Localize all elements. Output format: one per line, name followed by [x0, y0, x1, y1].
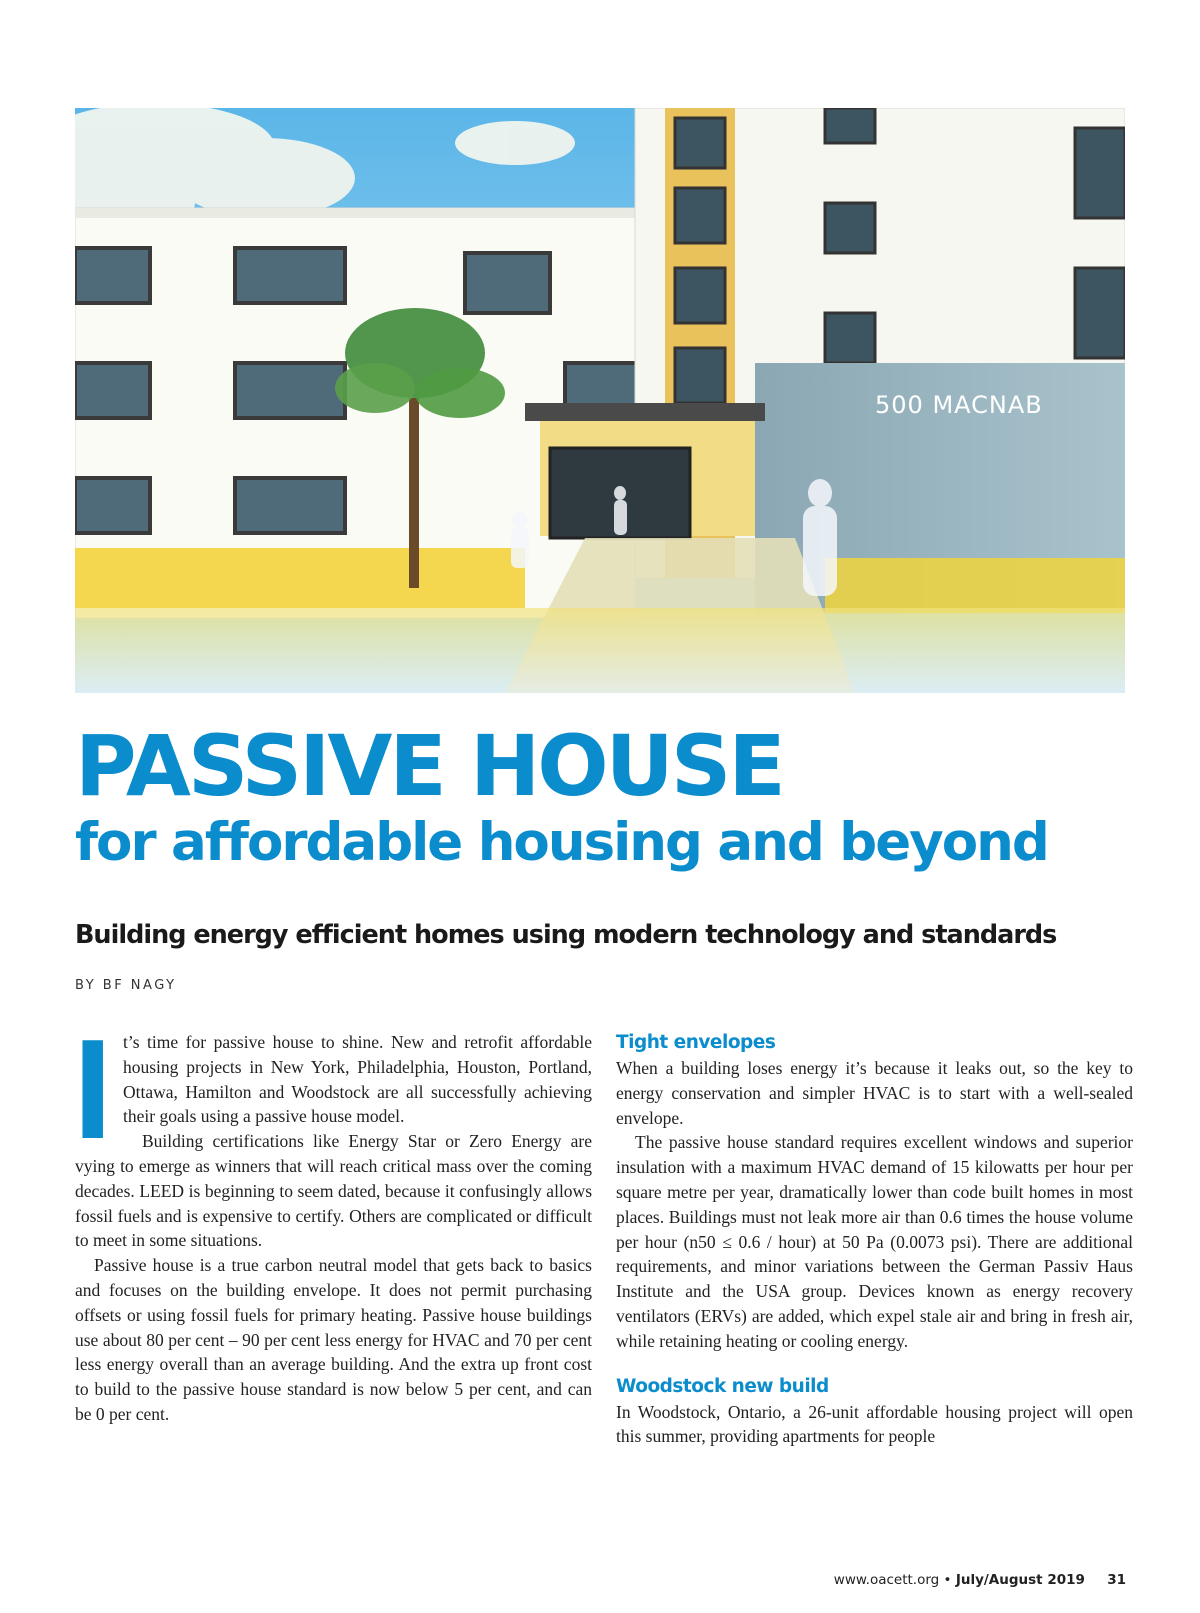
- entrance-canopy: [525, 403, 765, 421]
- body-paragraph: When a building loses energy it’s because it leaks out, so the key to energy conservation and simpler HVAC is to start with a well-sealed envelope.: [616, 1058, 1133, 1128]
- footer-separator: •: [943, 1572, 952, 1588]
- grass-right: [825, 558, 1125, 613]
- footer-issue: July/August 2019: [955, 1572, 1085, 1588]
- right-column: [616, 1030, 1133, 1449]
- article-title: PASSIVE HOUSE: [75, 717, 783, 815]
- building-sign: 500 MACNAB: [875, 391, 1043, 419]
- hero-illustration: [75, 108, 1125, 693]
- byline: BY BF NAGY: [75, 978, 177, 993]
- building-rendering: [75, 108, 1125, 693]
- section-heading-tight-envelopes: Tight envelopes: [616, 1032, 776, 1053]
- body-paragraph: Passive house is a true carbon neutral model that gets back to basics and focuses on the building envelope. It does not permit purchasing offsets or using fossil fuels for primary heating. Passive house buildings use about 80 per cent – 90 per cent less energy for HVAC and 70 per cent less energy overall than an average building. And the extra up front cost to build to the passive house standard is now below 5 per cent, and can be 0 per cent.: [75, 1255, 592, 1424]
- body-paragraph: In Woodstock, Ontario, a 26-unit affordable housing project will open this summer, providing apartments for people: [616, 1401, 1133, 1447]
- grass-left: [75, 548, 525, 608]
- body-paragraph: The passive house standard requires excellent windows and superior insulation with a maximum HVAC demand of 15 kilowatts per hour per square metre per year, dramatically lower than code built homes in most places. Buildings must not leak more air than 0.6 times the house volume per hour (n50 ≤ 0.6 / hour) at 50 Pa (0.0073 psi). There are additional requirements, and minor variations between the German Passiv Haus Institute and the USA group. Devices known as energy recovery ventilators (ERVs) are added, which expel stale air and bring in fresh air, while retaining heating or cooling energy.: [616, 1132, 1133, 1351]
- article-subtitle: for affordable housing and beyond: [75, 812, 1048, 873]
- lead-paragraph: It’s time for passive house to shine. New and retrofit affordable housing projects in New York, Philadelphia, Houston, Portland, Ottawa, Hamilton and Woodstock are all successfully achieving their goals using a passive house model.: [73, 1032, 592, 1150]
- section-heading-woodstock: Woodstock new build: [616, 1375, 829, 1397]
- page-footer: [834, 1572, 1126, 1588]
- footer-url[interactable]: www.oacett.org: [833, 1572, 940, 1588]
- body-paragraph: Building certifications like Energy Star or Zero Energy are vying to emerge as winners that will reach critical mass over the coming decades. LEED is beginning to seem dated, because it confusingly allows fossil fuels and is expensive to certify. Others are complicated or difficult to meet in some situations.: [75, 1131, 592, 1251]
- drop-cap: I: [73, 1032, 113, 1150]
- page-number: 31: [1107, 1572, 1126, 1588]
- left-column: [75, 1030, 592, 1427]
- article-deck: Building energy efficient homes using modern technology and standards: [75, 920, 1057, 950]
